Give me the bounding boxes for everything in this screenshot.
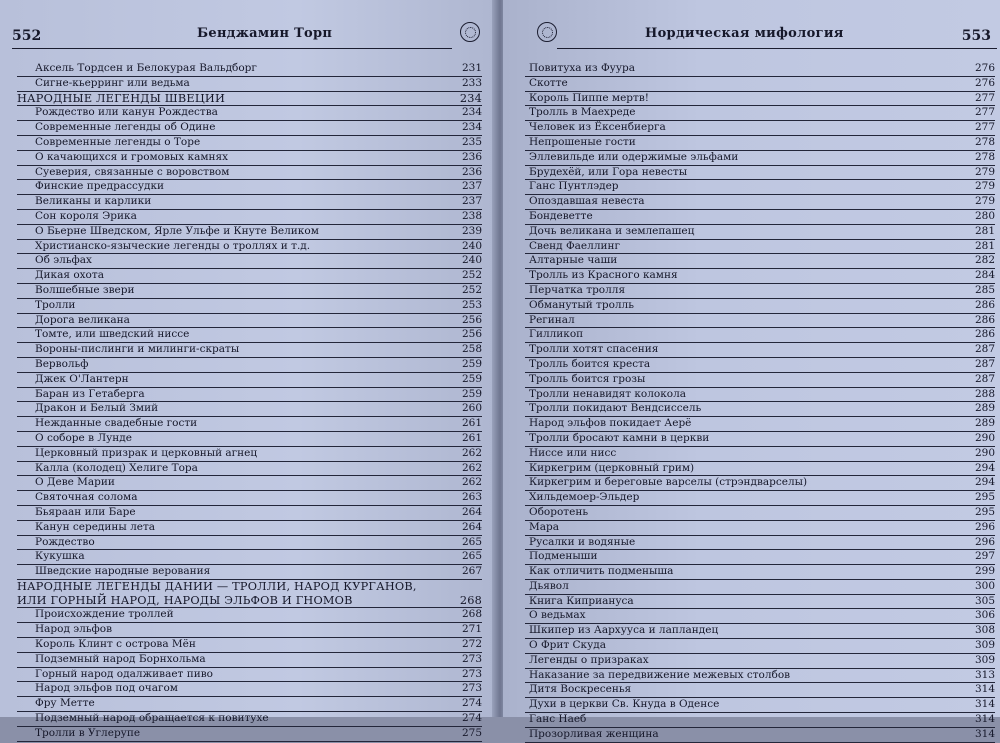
toc-entry	[525, 580, 995, 595]
toc-entry-page: 279	[974, 180, 995, 193]
toc-entry-title: О соборе в Лунде	[35, 431, 132, 444]
toc-entry	[525, 417, 995, 432]
toc-entry	[525, 343, 995, 358]
toc-entry	[525, 77, 995, 92]
toc-entry-page: 290	[974, 431, 995, 444]
toc-entry-title: Подменыши	[529, 550, 598, 563]
toc-entry-page: 264	[461, 520, 482, 533]
toc-entry-title: НАРОДНЫЕ ЛЕГЕНДЫ ДАНИИ — ТРОЛЛИ, НАРОД КУРГАНОВ,	[17, 579, 417, 593]
toc-entry-title: Народ эльфов покидает Аерё	[529, 417, 692, 430]
toc-entry	[525, 609, 995, 624]
toc-entry-title: Король Пиппе мертв!	[529, 91, 649, 104]
toc-entry-page: 299	[974, 565, 995, 578]
toc-entry-title: О Фрит Скуда	[529, 639, 607, 652]
toc-entry-page: 260	[461, 402, 482, 415]
toc-entry-title: Оборотень	[529, 505, 589, 518]
toc-entry-page: 276	[974, 76, 995, 89]
toc-entry-page: 262	[461, 461, 482, 474]
toc-entry-title: Сигне-кьерринг или ведьма	[35, 76, 190, 89]
right-page	[503, 0, 1000, 740]
toc-entry-title: О Деве Марии	[35, 476, 115, 489]
toc-entry	[17, 210, 482, 225]
toc-entry-page: 237	[461, 195, 482, 208]
toc-entry	[17, 254, 482, 269]
toc-entry-page: 264	[461, 505, 482, 518]
toc-entry-page: 262	[461, 476, 482, 489]
toc-entry-title: Свенд Фаеллинг	[529, 239, 620, 252]
toc-entry	[525, 328, 995, 343]
header-rule	[557, 48, 997, 49]
toc-entry-title: Киркегрим (церковный грим)	[529, 461, 695, 474]
toc-entry-title: О качающихся и громовых камнях	[35, 150, 229, 163]
toc-entry-title: Подземный народ обращается к повитухе	[35, 712, 269, 725]
toc-entry-title: Тролли ненавидят колокола	[529, 387, 687, 400]
running-title: Нордическая мифология	[645, 26, 844, 41]
toc-entry	[17, 106, 482, 121]
header-rule	[12, 48, 452, 49]
toc-entry	[525, 62, 995, 77]
toc-entry-page: 300	[974, 579, 995, 592]
toc-entry-page: 287	[974, 357, 995, 370]
toc-entry-page: 263	[461, 491, 482, 504]
toc-entry-page: 261	[461, 431, 482, 444]
toc-entry-title: Кукушка	[35, 550, 85, 563]
toc-entry	[525, 373, 995, 388]
toc-entry-page: 277	[974, 91, 995, 104]
toc-section-heading	[17, 594, 482, 609]
toc-entry	[525, 624, 995, 639]
toc-entry-page: 253	[461, 298, 482, 311]
toc-entry	[525, 388, 995, 403]
toc-entry-page: 240	[461, 254, 482, 267]
toc-entry	[17, 653, 482, 668]
toc-entry	[525, 106, 995, 121]
toc-entry	[17, 491, 482, 506]
toc-entry	[525, 92, 995, 107]
toc-entry-title: Дорога великана	[35, 313, 130, 326]
toc-entry-title: Финские предрассудки	[35, 180, 165, 193]
toc-entry	[525, 240, 995, 255]
toc-entry-page: 294	[974, 461, 995, 474]
toc-entry-title: Тролли в Углерупе	[35, 726, 141, 739]
toc-entry-title: Шведские народные верования	[35, 565, 211, 578]
toc-entry-title: Перчатка тролля	[529, 283, 626, 296]
toc-entry-title: Алтарные чаши	[529, 254, 618, 267]
toc-entry-page: 268	[459, 593, 482, 607]
toc-entry-page: 262	[461, 446, 482, 459]
toc-entry-page: 271	[461, 623, 482, 636]
toc-entry-title: Калла (колодец) Хелиге Тора	[35, 461, 198, 474]
toc-entry-page: 278	[974, 135, 995, 148]
toc-entry-page: 306	[974, 609, 995, 622]
toc-entry-page: 274	[461, 697, 482, 710]
toc-entry	[525, 521, 995, 536]
toc-entry	[525, 432, 995, 447]
toc-entry-title: Происхождение троллей	[35, 608, 174, 621]
toc-entry-title: Дочь великана и землепашец	[529, 224, 695, 237]
toc-entry-title: Церковный призрак и церковный агнец	[35, 446, 258, 459]
toc-entry-page: 277	[974, 121, 995, 134]
toc-entry	[17, 727, 482, 742]
toc-entry-title: Тролли бросают камни в церкви	[529, 431, 710, 444]
toc-entry-page: 314	[974, 683, 995, 696]
toc-entry-title: О ведьмах	[529, 609, 586, 622]
toc-entry-page: 277	[974, 106, 995, 119]
toc-entry-title: Тролль в Маехреде	[529, 106, 636, 119]
toc-entry-title: Книга Киприануса	[529, 594, 634, 607]
toc-entry	[525, 491, 995, 506]
toc-entry-page: 265	[461, 550, 482, 563]
toc-entry-page: 294	[974, 476, 995, 489]
toc-entry-title: Русалки и водяные	[529, 535, 636, 548]
toc-entry-page: 287	[974, 343, 995, 356]
toc-entry-title: Об эльфах	[35, 254, 92, 267]
toc-entry	[17, 388, 482, 403]
toc-entry	[525, 698, 995, 713]
toc-entry-title: Рождество	[35, 535, 95, 548]
toc-entry-page: 284	[974, 269, 995, 282]
toc-entry-page: 280	[974, 209, 995, 222]
toc-entry	[525, 180, 995, 195]
toc-entry-page: 234	[461, 121, 482, 134]
toc-entry	[525, 254, 995, 269]
toc-entry-page: 285	[974, 283, 995, 296]
table-of-contents	[17, 62, 482, 742]
toc-entry-title: Нежданные свадебные гости	[35, 417, 198, 430]
toc-entry-page: 236	[461, 165, 482, 178]
toc-section-heading	[17, 92, 482, 107]
toc-entry-title: Бондеветте	[529, 209, 593, 222]
toc-entry-title: Томте, или шведский ниссе	[35, 328, 190, 341]
toc-entry	[17, 682, 482, 697]
toc-entry-title: Подземный народ Борнхольма	[35, 652, 206, 665]
toc-entry-title: Брудехёй, или Гора невесты	[529, 165, 688, 178]
toc-entry-page: 296	[974, 535, 995, 548]
toc-entry	[17, 284, 482, 299]
toc-entry-page: 256	[461, 328, 482, 341]
toc-entry	[525, 462, 995, 477]
toc-entry-title: Современные легенды об Одине	[35, 121, 216, 134]
toc-entry-title: Повитуха из Фуура	[529, 62, 636, 74]
toc-entry-title: Шкипер из Аархууса и лапландец	[529, 624, 719, 637]
toc-entry	[525, 210, 995, 225]
toc-entry	[17, 432, 482, 447]
toc-entry	[525, 536, 995, 551]
toc-entry	[525, 654, 995, 669]
toc-entry-page: 279	[974, 195, 995, 208]
toc-entry-page: 314	[974, 727, 995, 740]
toc-entry-title: Народ эльфов	[35, 623, 112, 636]
toc-entry-page: 233	[461, 76, 482, 89]
toc-entry-page: 273	[461, 652, 482, 665]
toc-entry-page: 309	[974, 653, 995, 666]
toc-entry-page: 238	[461, 209, 482, 222]
toc-entry	[525, 565, 995, 580]
table-of-contents	[525, 62, 995, 743]
toc-entry-page: 295	[974, 505, 995, 518]
toc-entry-title: О Бьерне Шведском, Ярле Ульфе и Кнуте Великом	[35, 224, 319, 237]
toc-entry-title: Тролль боится креста	[529, 357, 651, 370]
toc-entry	[17, 506, 482, 521]
toc-entry-page: 258	[461, 343, 482, 356]
toc-entry-title: Прозорливая женщина	[529, 727, 659, 740]
toc-entry-page: 256	[461, 313, 482, 326]
toc-entry-page: 259	[461, 372, 482, 385]
toc-entry	[17, 180, 482, 195]
toc-entry	[525, 669, 995, 684]
toc-entry-page: 234	[461, 106, 482, 119]
toc-entry-title: Дракон и Белый Змий	[35, 402, 159, 415]
toc-entry-title: Сон короля Эрика	[35, 209, 137, 222]
toc-entry-title: Тролли хотят спасения	[529, 343, 659, 356]
toc-entry	[17, 358, 482, 373]
toc-entry-page: 309	[974, 639, 995, 652]
toc-entry	[525, 151, 995, 166]
toc-entry	[525, 166, 995, 181]
toc-entry-title: Дикая охота	[35, 269, 104, 282]
toc-entry-title: Баран из Гетаберга	[35, 387, 145, 400]
toc-entry	[525, 639, 995, 654]
toc-entry-title: Тролль боится грозы	[529, 372, 646, 385]
toc-entry-page: 289	[974, 402, 995, 415]
toc-entry-page: 286	[974, 313, 995, 326]
toc-entry	[525, 447, 995, 462]
toc-entry-title: Великаны и карлики	[35, 195, 152, 208]
toc-entry-title: Тролли покидают Вендсиссель	[529, 402, 702, 415]
toc-entry-title: Обманутый тролль	[529, 298, 634, 311]
toc-section-heading	[17, 580, 482, 594]
toc-entry-page: 289	[974, 417, 995, 430]
toc-entry	[17, 343, 482, 358]
toc-entry	[525, 595, 995, 610]
toc-entry	[525, 550, 995, 565]
toc-entry	[17, 550, 482, 565]
toc-entry-page: 261	[461, 417, 482, 430]
toc-entry	[17, 151, 482, 166]
toc-entry-title: Гилликоп	[529, 328, 584, 341]
toc-entry	[17, 565, 482, 580]
toc-entry-page: 288	[974, 387, 995, 400]
toc-entry	[525, 683, 995, 698]
left-page	[0, 0, 497, 739]
toc-entry-page: 252	[461, 283, 482, 296]
toc-entry	[17, 225, 482, 240]
toc-entry-title: Канун середины лета	[35, 520, 156, 533]
toc-entry-page: 272	[461, 638, 482, 651]
right-page-header	[523, 22, 995, 48]
toc-entry	[525, 284, 995, 299]
toc-entry-page: 296	[974, 520, 995, 533]
toc-entry-title: Непрошеные гости	[529, 135, 636, 148]
toc-entry-title: Киркегрим и береговые варселы (стрэндварселы)	[529, 476, 808, 489]
toc-entry-title: Народ эльфов под очагом	[35, 682, 178, 695]
toc-entry-title: Аксель Тордсен и Белокурая Вальдборг	[35, 62, 257, 74]
toc-entry	[17, 697, 482, 712]
toc-entry-page: 273	[461, 682, 482, 695]
toc-entry	[17, 476, 482, 491]
toc-entry	[17, 608, 482, 623]
toc-entry	[17, 668, 482, 683]
toc-entry	[17, 166, 482, 181]
toc-entry-page: 231	[461, 62, 482, 74]
toc-entry-title: Дитя Воскресенья	[529, 683, 632, 696]
toc-entry-page: 259	[461, 357, 482, 370]
toc-entry-title: Наказание за передвижение межевых столбов	[529, 668, 791, 681]
toc-entry-title: Скотте	[529, 76, 568, 89]
toc-entry-title: Легенды о призраках	[529, 653, 649, 666]
toc-entry	[525, 314, 995, 329]
toc-entry-page: 275	[461, 726, 482, 739]
page-number: 553	[961, 28, 991, 44]
toc-entry-page: 287	[974, 372, 995, 385]
toc-entry-page: 239	[461, 224, 482, 237]
toc-entry-title: Ниссе или нисс	[529, 446, 617, 459]
toc-entry	[17, 462, 482, 477]
toc-entry-page: 234	[459, 91, 482, 105]
toc-entry-title: Мара	[529, 520, 559, 533]
toc-entry	[525, 121, 995, 136]
toc-entry	[525, 195, 995, 210]
toc-entry-title: Хильдемоер-Эльдер	[529, 491, 640, 504]
toc-entry-page: 286	[974, 328, 995, 341]
toc-entry-title: Как отличить подменыша	[529, 565, 674, 578]
toc-entry	[17, 712, 482, 727]
toc-entry-page: 267	[461, 565, 482, 578]
toc-entry-page: 281	[974, 239, 995, 252]
toc-entry	[525, 136, 995, 151]
toc-entry-page: 297	[974, 550, 995, 563]
toc-entry-page: 259	[461, 387, 482, 400]
toc-entry	[17, 299, 482, 314]
toc-entry	[17, 136, 482, 151]
publisher-emblem-icon	[537, 22, 557, 42]
toc-entry	[525, 728, 995, 743]
toc-entry-title: Фру Метте	[35, 697, 95, 710]
running-title: Бенджамин Торп	[197, 26, 333, 41]
toc-entry	[17, 521, 482, 536]
toc-entry-page: 252	[461, 269, 482, 282]
toc-entry-title: Горный народ одалживает пиво	[35, 667, 213, 680]
toc-entry	[525, 299, 995, 314]
toc-entry	[17, 402, 482, 417]
toc-entry-page: 282	[974, 254, 995, 267]
toc-entry	[525, 402, 995, 417]
toc-entry-page: 235	[461, 135, 482, 148]
toc-entry	[17, 314, 482, 329]
toc-entry-title: Человек из Ёксенбиерга	[529, 121, 666, 134]
toc-entry	[17, 240, 482, 255]
toc-entry-title: Опоздавшая невеста	[529, 195, 645, 208]
toc-entry-page: 279	[974, 165, 995, 178]
toc-entry	[17, 269, 482, 284]
toc-entry-title: Современные легенды о Торе	[35, 135, 201, 148]
toc-entry	[17, 62, 482, 77]
toc-entry	[525, 225, 995, 240]
toc-entry-page: 313	[974, 668, 995, 681]
toc-entry-title: Регинал	[529, 313, 575, 326]
toc-entry-title: Суеверия, связанные с воровством	[35, 165, 230, 178]
toc-entry	[525, 476, 995, 491]
toc-entry-title: НАРОДНЫЕ ЛЕГЕНДЫ ШВЕЦИИ	[17, 91, 225, 105]
toc-entry	[17, 536, 482, 551]
toc-entry-page: 281	[974, 224, 995, 237]
toc-entry	[525, 713, 995, 728]
toc-entry	[17, 77, 482, 92]
toc-entry-page: 236	[461, 150, 482, 163]
toc-entry-title: ИЛИ ГОРНЫЙ НАРОД, НАРОДЫ ЭЛЬФОВ И ГНОМОВ	[17, 593, 353, 607]
toc-entry-title: Джек О'Лантерн	[35, 372, 129, 385]
toc-entry-title: Христианско-языческие легенды о троллях и т.д.	[35, 239, 311, 252]
toc-entry-page: 240	[461, 239, 482, 252]
page-number: 552	[12, 28, 42, 44]
toc-entry-title: Тролли	[35, 298, 76, 311]
toc-entry	[17, 447, 482, 462]
toc-entry-title: Вороны-пислинги и милинги-скраты	[35, 343, 240, 356]
toc-entry-title: Рождество или канун Рождества	[35, 106, 218, 119]
toc-entry-page: 314	[974, 713, 995, 726]
toc-entry-title: Духи в церкви Св. Кнуда в Оденсе	[529, 698, 720, 711]
toc-entry-title: Ганс Наеб	[529, 713, 587, 726]
toc-entry-page: 274	[461, 712, 482, 725]
toc-entry-page: 273	[461, 667, 482, 680]
toc-entry	[17, 195, 482, 210]
toc-entry-page: 308	[974, 624, 995, 637]
toc-entry	[525, 269, 995, 284]
toc-entry-page: 305	[974, 594, 995, 607]
toc-entry-page: 286	[974, 298, 995, 311]
toc-entry-page: 265	[461, 535, 482, 548]
toc-entry	[17, 623, 482, 638]
toc-entry-page: 237	[461, 180, 482, 193]
toc-entry	[17, 121, 482, 136]
toc-entry-page: 278	[974, 150, 995, 163]
toc-entry-page: 290	[974, 446, 995, 459]
toc-entry-title: Вервольф	[35, 357, 89, 370]
toc-entry	[17, 638, 482, 653]
toc-entry-title: Ганс Пунтлэдер	[529, 180, 619, 193]
toc-entry-page: 314	[974, 698, 995, 711]
publisher-emblem-icon	[460, 22, 480, 42]
toc-entry-page: 268	[461, 608, 482, 621]
toc-entry-title: Король Клинт с острова Мён	[35, 638, 196, 651]
toc-entry-page: 276	[974, 62, 995, 74]
toc-entry-title: Волшебные звери	[35, 283, 135, 296]
toc-entry	[17, 417, 482, 432]
toc-entry-title: Бьяраан или Баре	[35, 505, 136, 518]
toc-entry-title: Тролль из Красного камня	[529, 269, 678, 282]
toc-entry-title: Святочная солома	[35, 491, 138, 504]
toc-entry	[525, 358, 995, 373]
left-page-header	[12, 22, 482, 48]
toc-entry-title: Дьявол	[529, 579, 569, 592]
toc-entry-title: Эллевильде или одержимые эльфами	[529, 150, 739, 163]
toc-entry	[525, 506, 995, 521]
toc-entry-page: 295	[974, 491, 995, 504]
toc-entry	[17, 373, 482, 388]
toc-entry	[17, 328, 482, 343]
